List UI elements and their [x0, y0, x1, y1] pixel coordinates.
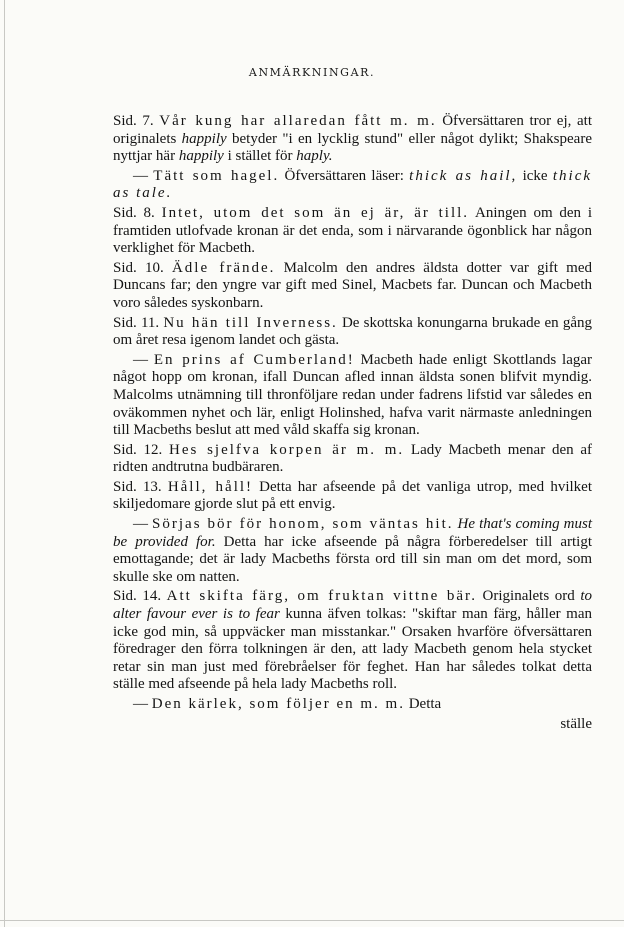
page-header: ANMÄRKNINGAR. — [248, 66, 376, 79]
note-paragraph — [113, 168, 592, 203]
lemma-text: Den kärlek, som följer en m. m. — [151, 696, 405, 712]
note-text: Sid. 14. — [113, 588, 167, 605]
note-text: — — [133, 351, 154, 368]
notes-body — [113, 113, 592, 733]
note-text: Öfversättaren tror ej, att originalets — [113, 113, 592, 147]
scan-edge-bottom — [0, 920, 624, 921]
note-text: — — [133, 516, 153, 533]
note-paragraph — [113, 696, 592, 714]
note-text: kunna äfven tolkas: "skiftar man färg, håller man icke god min, så uppväcker man misstankar." Orsaken hvarföre öfversättaren föredrager den förra tolkningen är den, att lady Macbeth genom hela stycket retar sin man just med förebråelser för feghet. Han har således tolkat detta ställe med afseende på hela lady Macbeths roll. — [113, 606, 592, 693]
note-text: Sid. 7. — [113, 113, 160, 129]
quotation-text: thick as tale. — [113, 167, 593, 202]
note-text: Lady Macbeth menar den af ridten andtrutna budbäraren. — [113, 441, 592, 476]
note-text: Originalets ord — [476, 588, 581, 605]
lemma-text: Ädle frände. — [171, 259, 276, 276]
note-paragraph — [113, 588, 592, 694]
quotation-text: He that's coming must be provided for. — [113, 516, 592, 550]
note-text: Macbeth hade enligt Skottlands lagar något hopp om kronan, ifall Duncan afled innan äldsta sonen blifvit myndig. Malcolms utnämning till thronföljare redan under fadrens lifstid var således en oväkommen nyhet och lär, enligt Holinshed, hafva varit närmaste anledningen till Macbeths beslut att med våld skaffa sig kronan. — [113, 351, 593, 439]
lemma-text: Att skifta färg, om fruktan vittne bär. — [166, 588, 477, 605]
note-text: Malcolm den andres äldsta dotter var gift med Duncans far; den yngre var gift med Sinel, Macbets far. Duncan och Macbeth voro således syskonbarn. — [113, 259, 592, 311]
quotation-text: haply. — [296, 148, 333, 165]
note-text: Detta — [404, 696, 442, 712]
lemma-text: Tätt som hagel. — [153, 167, 280, 184]
note-text: Öfversättaren läser: — [279, 167, 410, 184]
note-text: De skottska konungarna brukade en gång om året resa igenom landet och gästa. — [113, 314, 592, 349]
note-paragraph — [113, 113, 592, 166]
note-paragraph — [113, 260, 592, 313]
lemma-text: Håll, håll! — [167, 478, 254, 495]
quotation-text: thick as hail, — [409, 167, 518, 184]
quotation-text: happily — [181, 130, 227, 147]
lemma-text: Nu hän till Inverness. — [163, 314, 338, 331]
note-text: Aningen om den i framtiden utlofvade kronan är det enda, som i närvarande ögonblick har någon verklighet för Macbeth. — [113, 204, 592, 257]
note-text: Sid. 8. — [113, 204, 162, 221]
note-text: Detta har icke afseende på några förberedelser till artigt emottagande; det är lady Macbeths första ord till sin man om det mord, som skulle ske om natten. — [113, 533, 592, 585]
note-text: betyder "i en lycklig stund" eller något dylikt; Shakspeare nyttjar här — [113, 130, 592, 165]
note-paragraph — [113, 479, 592, 514]
lemma-text: En prins af Cumberland! — [153, 351, 355, 368]
note-text: Sid. 10. — [113, 259, 172, 276]
note-paragraph — [113, 352, 592, 440]
lemma-text: Vår kung har allaredan fått m. m. — [159, 113, 437, 129]
note-text: Detta har afseende på det vanliga utrop, med hvilket skiljedomare gjorde slut på ett envig. — [113, 478, 592, 513]
note-text: — — [133, 696, 152, 712]
page-catchword: ställe — [560, 715, 592, 732]
note-text: i stället för — [223, 148, 297, 165]
note-text: Sid. 12. — [113, 441, 169, 458]
lemma-text: Intet, utom det som än ej är, är till. — [161, 204, 470, 221]
lemma-text: Hes sjelfva korpen är m. m. — [169, 441, 405, 458]
note-text: Sid. 13. — [113, 478, 168, 495]
note-paragraph — [113, 516, 592, 586]
note-text: icke — [517, 167, 553, 184]
note-paragraph — [113, 442, 592, 477]
note-text: — — [133, 167, 154, 184]
note-paragraph — [113, 315, 592, 350]
note-paragraph — [113, 205, 592, 258]
lemma-text: Sörjas bör för honom, som väntas hit. — [152, 516, 454, 533]
scan-edge-left — [4, 0, 5, 927]
quotation-text: to alter favour ever is to fear — [113, 588, 592, 623]
quotation-text: happily — [178, 148, 224, 165]
note-text: Sid. 11. — [113, 314, 164, 331]
